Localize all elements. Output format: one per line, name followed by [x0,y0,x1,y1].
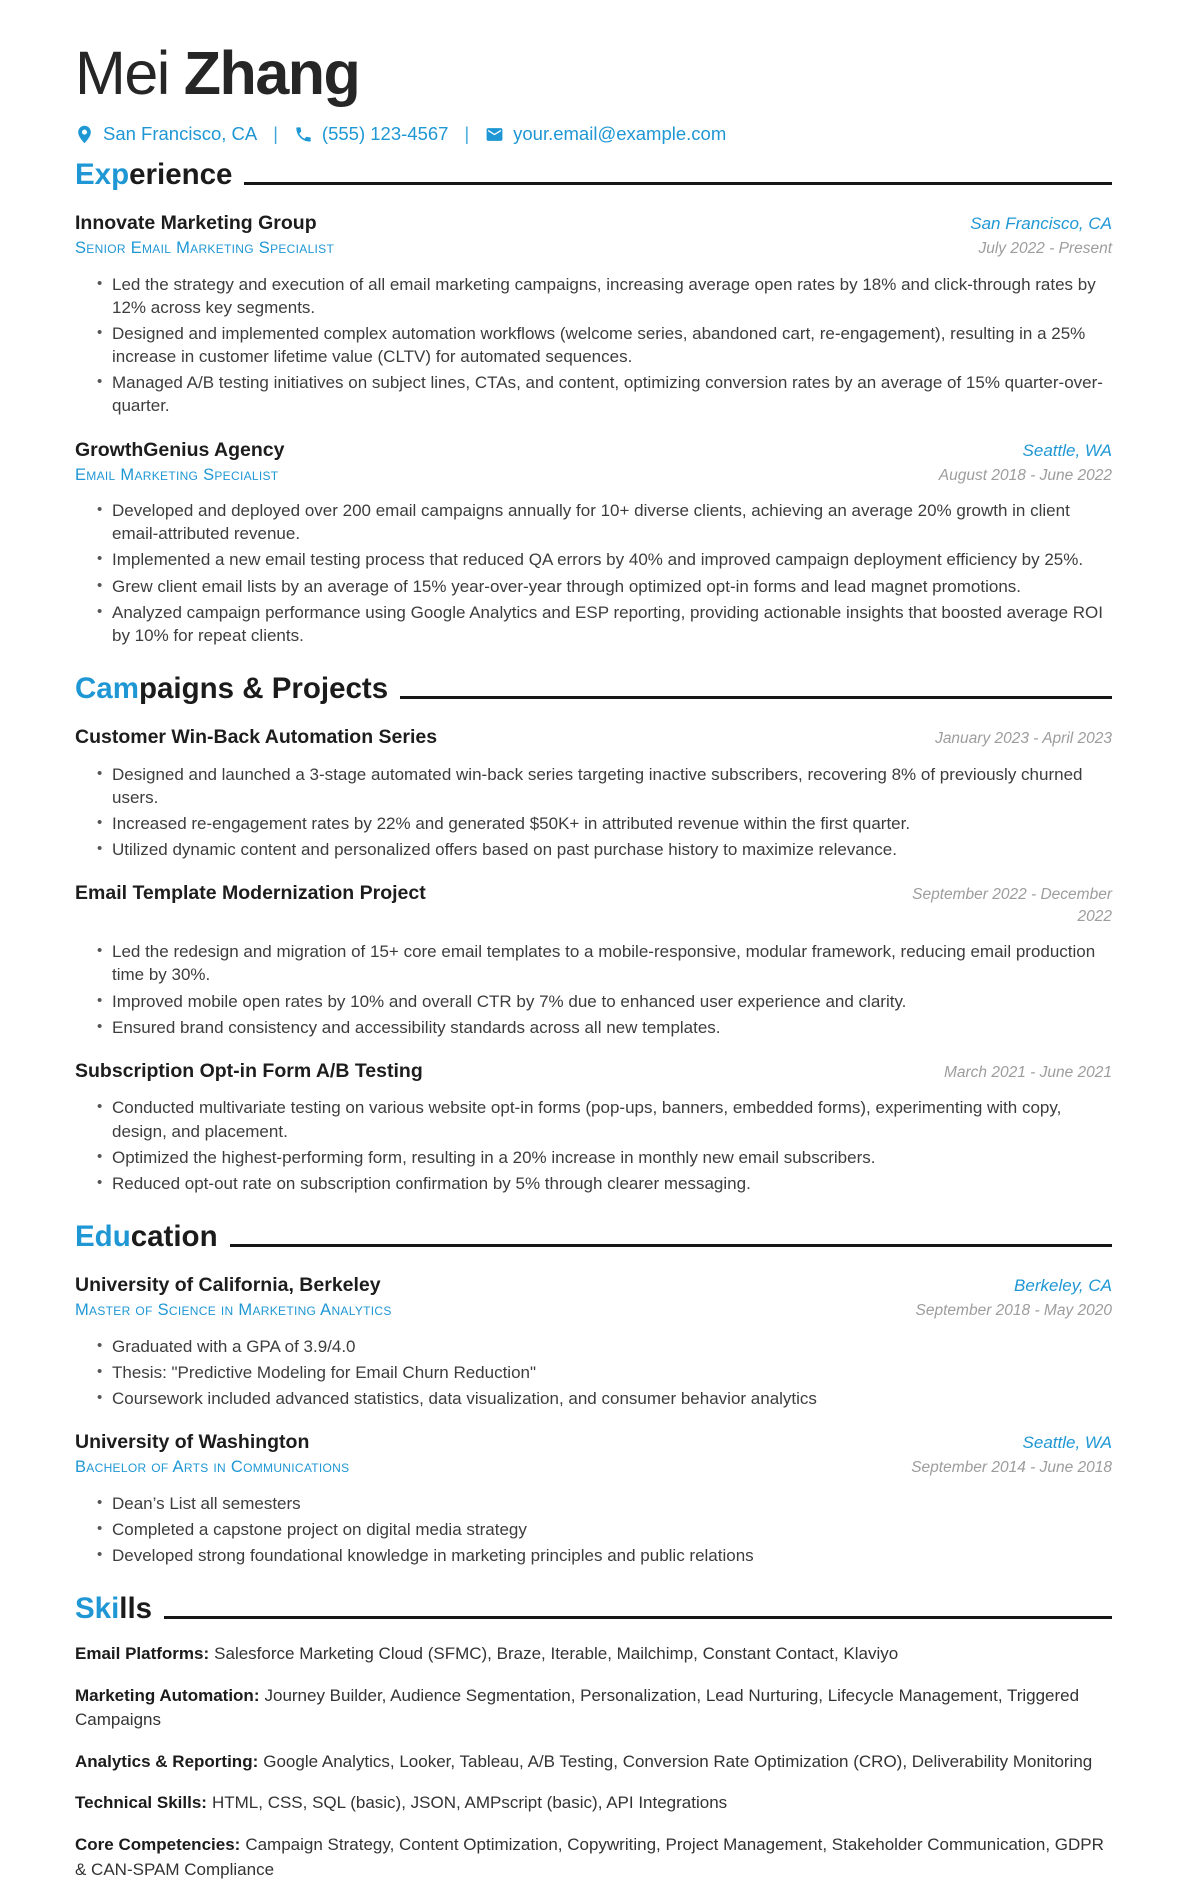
section-heading-projects [75,671,1112,705]
bullet-item: • Graduated with a GPA of 3.9/4.0 [112,1335,1112,1358]
company-name: GrowthGenius Agency [75,438,285,461]
bullet-list [75,1492,1112,1567]
bullet-item: • Thesis: "Predictive Modeling for Email Churn Reduction" [112,1361,1112,1384]
bullet-list [75,1335,1112,1410]
section-rule [400,696,1112,699]
project-entry [75,726,1112,861]
bullet-item: • Coursework included advanced statistics, data visualization, and consumer behavior analytics [112,1387,1112,1410]
education-dates: September 2014 - June 2018 [911,1458,1112,1476]
section-rule [244,182,1112,185]
bullet-list [75,273,1112,418]
contact-email: your.email@example.com [513,123,727,145]
job-dates: August 2018 - June 2022 [938,466,1112,484]
skill-line [75,1684,1112,1733]
map-pin-icon [75,125,94,144]
bullet-item: • Conducted multivariate testing on various website opt-in forms (pop-ups, banners, embedded forms), experimenting with copy, design, and placement. [112,1096,1112,1142]
first-name: Mei [75,39,169,107]
project-entry [75,1060,1112,1195]
skill-values: Google Analytics, Looker, Tableau, A/B Testing, Conversion Rate Optimization (CRO), Deliverability Monitoring [263,1751,1093,1771]
bullet-item: • Designed and launched a 3-stage automated win-back series targeting inactive subscribers, recovering 8% of previously churned users. [112,763,1112,809]
skill-category-label: Analytics & Reporting: [75,1751,259,1771]
bullet-item: • Led the strategy and execution of all email marketing campaigns, increasing average open rates by 18% and click-through rates by 12% across key segments. [112,273,1112,319]
section-rule [164,1616,1112,1619]
phone-icon [294,125,313,144]
person-name [75,39,1112,107]
school-name: University of Washington [75,1430,310,1453]
section-heading-education [75,1219,1112,1253]
skill-category-label: Marketing Automation: [75,1685,260,1705]
bullet-item: • Developed and deployed over 200 email campaigns annually for 10+ diverse clients, achieving an average 20% growth in client email-attributed revenue. [112,499,1112,545]
skill-values: Salesforce Marketing Cloud (SFMC), Braze, Iterable, Mailchimp, Constant Contact, Klaviyo [214,1643,899,1663]
school-location: Berkeley, CA [1014,1275,1112,1295]
skill-values: HTML, CSS, SQL (basic), JSON, AMPscript (basic), API Integrations [211,1793,728,1813]
skill-line [75,1750,1112,1775]
bullet-item: • Implemented a new email testing process that reduced QA errors by 40% and improved campaign deployment efficiency by 25%. [112,548,1112,571]
envelope-icon [485,125,504,144]
bullet-list [75,499,1112,647]
company-name: Innovate Marketing Group [75,212,317,235]
contact-row [75,123,1112,145]
skill-line [75,1791,1112,1816]
contact-separator: | [273,123,278,144]
bullet-item: • Utilized dynamic content and personalized offers based on past purchase history to maximize relevance. [112,838,1112,861]
project-dates: September 2022 - December 2022 [912,885,1112,925]
skill-category-label: Core Competencies: [75,1835,241,1855]
bullet-list [75,940,1112,1038]
section-heading-rest: erience [129,158,233,192]
skill-line [75,1642,1112,1667]
bullet-item: • Led the redesign and migration of 15+ core email templates to a mobile-responsive, modular framework, reducing email production time by 30%. [112,940,1112,986]
bullet-item: • Designed and implemented complex automation workflows (welcome series, abandoned cart, re-engagement), resulting in a 25% increase in customer lifetime value (CLTV) for automated sequences. [112,322,1112,368]
bullet-item: • Reduced opt-out rate on subscription confirmation by 5% through clearer messaging. [112,1172,1112,1195]
last-name: Zhang [183,39,360,107]
skill-values: Campaign Strategy, Content Optimization, Copywriting, Project Management, Stakeholder Communication, GDPR & CAN-SPAM Compliance [75,1835,1104,1879]
bullet-list [75,1096,1112,1194]
experience-entry [75,439,1112,647]
section-heading-rest: lls [119,1591,153,1625]
contact-phone: (555) 123-4567 [321,123,449,145]
company-location: San Francisco, CA [970,214,1112,234]
contact-location: San Francisco, CA [103,123,258,145]
bullet-list [75,763,1112,861]
section-heading-highlight: Edu [75,1219,131,1253]
bullet-item: • Optimized the highest-performing form, resulting in a 20% increase in monthly new email subscribers. [112,1146,1112,1169]
section-heading-rest: cation [130,1219,218,1253]
section-heading-experience [75,160,1112,191]
section-rule [230,1244,1112,1247]
project-entry [75,882,1112,1039]
skill-category-label: Email Platforms: [75,1643,210,1663]
bullet-item: • Developed strong foundational knowledge in marketing principles and public relations [112,1544,1112,1567]
school-location: Seattle, WA [1022,1432,1112,1452]
job-title: Email Marketing Specialist [75,465,279,484]
bullet-item: • Dean’s List all semesters [112,1492,1112,1515]
education-entry [75,1431,1112,1567]
section-heading-rest: paigns & Projects [138,671,389,705]
skill-values: Journey Builder, Audience Segmentation, Personalization, Lead Nurturing, Lifecycle Management, Triggered Campaigns [75,1685,1080,1730]
contact-separator: | [464,123,470,144]
bullet-item: • Ensured brand consistency and accessibility standards across all new templates. [112,1016,1112,1039]
bullet-item: • Increased re-engagement rates by 22% and generated $50K+ in attributed revenue within the first quarter. [112,812,1112,835]
job-dates: July 2022 - Present [978,240,1112,258]
skill-category-label: Technical Skills: [75,1793,207,1813]
bullet-item: • Managed A/B testing initiatives on subject lines, CTAs, and content, optimizing conversion rates by an average of 15% quarter-over-quarter. [112,371,1112,417]
section-heading-highlight: Cam [75,671,139,705]
section-heading-highlight: Exp [75,158,130,192]
experience-entry [75,212,1112,417]
project-dates: January 2023 - April 2023 [935,729,1112,747]
bullet-item: • Completed a capstone project on digital media strategy [112,1518,1112,1541]
section-heading-highlight: Ski [75,1591,120,1625]
project-dates: March 2021 - June 2021 [943,1063,1112,1081]
project-title: Customer Win-Back Automation Series [75,725,438,748]
school-name: University of California, Berkeley [75,1273,381,1296]
bullet-item: • Analyzed campaign performance using Google Analytics and ESP reporting, providing actionable insights that boosted average ROI by 10% for repeat clients. [112,601,1112,647]
education-dates: September 2018 - May 2020 [915,1301,1112,1319]
company-location: Seattle, WA [1022,440,1112,460]
job-title: Senior Email Marketing Specialist [75,239,335,258]
degree: Master of Science in Marketing Analytics [75,1300,392,1319]
bullet-item: • Improved mobile open rates by 10% and overall CTR by 7% due to enhanced user experience and clarity. [112,990,1112,1013]
education-entry [75,1274,1112,1410]
section-heading-skills [75,1591,1112,1625]
bullet-item: • Grew client email lists by an average of 15% year-over-year through optimized opt-in forms and lead magnet promotions. [112,575,1112,598]
project-title: Subscription Opt-in Form A/B Testing [75,1059,423,1082]
skill-line [75,1833,1112,1882]
project-title: Email Template Modernization Project [75,881,426,904]
degree: Bachelor of Arts in Communications [75,1457,350,1476]
